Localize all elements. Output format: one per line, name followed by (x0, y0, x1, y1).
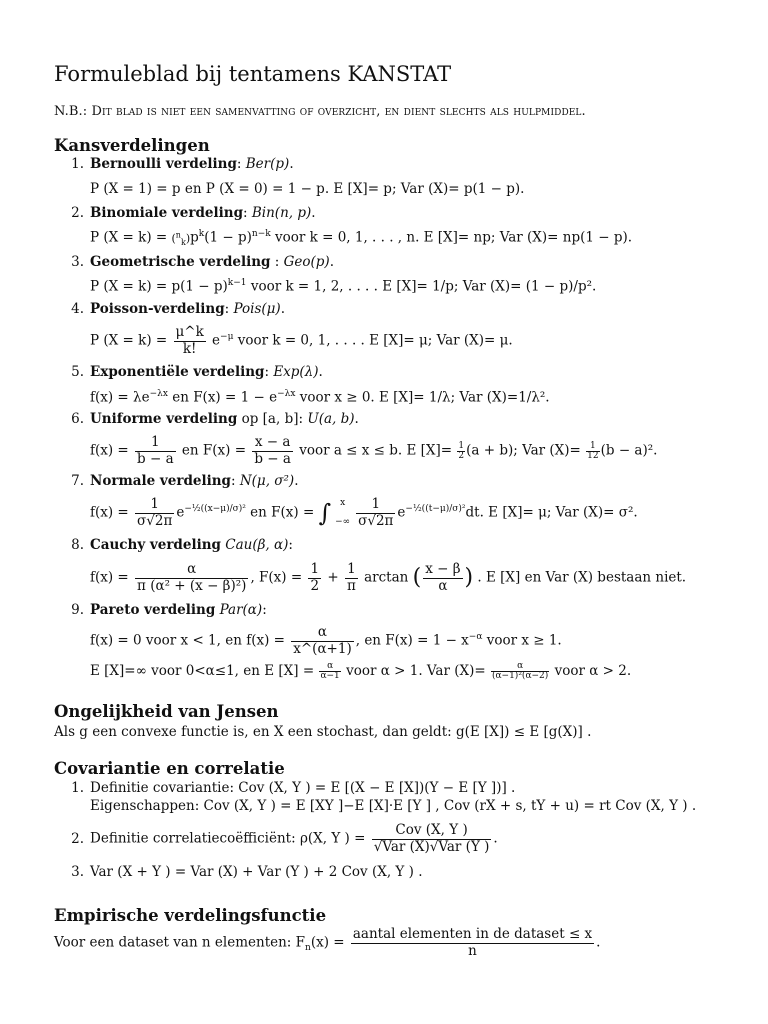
jensen-text: Als g een convexe functie is, en X een stochast, dan geldt: g(E [X]) ≤ E [g(X)] . (54, 724, 592, 740)
cov-item-2: 2. Definitie correlatiecoëfficiënt: ρ(X, Y ) = $\frac{\text{Cov (X, Y )}}{\text{√Var (X)√Var (Y )}}$ . (71, 822, 498, 855)
section-empirisch: Empirische verdelingsfunctie (54, 906, 327, 925)
item-bernoulli: 1. Bernoulli verdeling: Ber(p). (71, 156, 294, 172)
item-exponentieel: 5. Exponentiële verdeling: Exp(λ). (71, 364, 323, 380)
formula-uniform: f(x) = $\frac{1}{b - a}$ en F(x) = $\frac{x - a}{b - a}$ voor a ≤ x ≤ b. E [X]= $\frac{1}{2}$ (a + b); Var (X)= $\frac{1}{12}$ (b − a)². (90, 434, 658, 467)
formula-cauchy: f(x) = $\frac{\alpha}{\text{π (α² + (x − β)²)}}$ , F(x) = $\frac{1}{2}$ + $\frac{1}{\pi}$ arctan ( $\frac{x - \beta}{\alpha}$ ) . E [X] en Var (X) bestaan niet. (90, 561, 687, 594)
item-pareto: 9. Pareto verdeling Par(α): (71, 602, 267, 618)
item-binomiaal: 2. Binomiale verdeling: Bin(n, p). (71, 205, 316, 221)
nb-prefix: N.B.: (54, 104, 92, 119)
section-kansverdelingen: Kansverdelingen (54, 136, 210, 155)
cov-item-1: 1. Definitie covariantie: Cov (X, Y ) = E [(X − E [X])(Y − E [Y ])] . (71, 780, 516, 796)
cov-item-3: 3. Var (X + Y ) = Var (X) + Var (Y ) + 2 Cov (X, Y ) . (71, 864, 423, 880)
formula-geometrisch: P $(X = k) = p(1 - p)^{k-1}$ voor k = 1, 2, . . . . E [X]= 1/p; Var (X)= (1 − p)/p². (90, 278, 597, 295)
item-uniform: 6. Uniforme verdeling op [a, b]: U(a, b). (71, 411, 359, 427)
item-cauchy: 8. Cauchy verdeling Cau(β, α): (71, 537, 293, 553)
formula-pareto-2: E [X]=∞ voor 0<α≤1, en E [X] = $\frac{\alpha}{\alpha-1}$ voor α > 1. Var (X)= $\frac{\alpha}{\text{(α−1)²(α−2)}}$ voor α > 2. (90, 661, 632, 681)
formula-normaal: f(x) = $\frac{1}{\sigma√2\pi}$ $e^{-\frac{1}{2}((x-\mu)/\sigma)^2}$ en F(x) = ∫ x −∞ $\frac{1}{\sigma√2\pi}$ $e^{-\frac{1}{2}((t-\mu)/\sigma)^2}dt$. E [X]= μ; Var (X)= σ². (90, 496, 638, 529)
item-poisson: 4. Poisson-verdeling: Pois(μ). (71, 301, 285, 317)
section-jensen: Ongelijkheid van Jensen (54, 702, 279, 721)
formula-bernoulli: P (X = 1) = p en P (X = 0) = 1 − p. E [X]= p; Var (X)= p(1 − p). (90, 181, 525, 197)
emp-formula: Voor een dataset van n elementen: $F_n(x)$ = $\frac{\text{aantal elementen in de dataset ≤ x}}{n}$ . (54, 926, 601, 959)
page-title: Formuleblad bij tentamens KANSTAT (54, 62, 452, 86)
section-covariantie: Covariantie en correlatie (54, 759, 285, 778)
item-geometrisch: 3. Geometrische verdeling : Geo(p). (71, 254, 334, 270)
nb-text: Dit blad is niet een samenvatting of overzicht, en dient slechts als hulpmiddel. (91, 104, 586, 119)
nb-note (54, 104, 586, 119)
cov-eigenschappen: Eigenschappen: Cov (X, Y ) = E [XY ]−E [X]·E [Y ] , Cov (rX + s, tY + u) = rt Cov (X, Y ) . (90, 798, 697, 814)
item-normaal: 7. Normale verdeling: N(μ, σ²). (71, 473, 299, 489)
formula-pareto-1: f(x) = 0 voor x < 1, en f(x) = $\frac{\alpha}{x\^{}(\alpha+1)}$ , en $F(x) = 1 - x^{-\alpha}$ voor x ≥ 1. (90, 624, 562, 657)
formula-exponentieel: $f(x) = \lambda e^{-\lambda x}$ en $F(x) = 1 - e^{-\lambda x}$ voor x ≥ 0. E [X]= 1/λ; Var (X)=1/λ². (90, 389, 550, 406)
formula-binomiaal: P $(X = k) = (^n_k)p^k(1 - p)^{n-k}$ voor k = 0, 1, . . . , n. E [X]= np; Var (X)= np(1 − p). (90, 229, 633, 247)
formula-poisson: P (X = k) = $\frac{\mu\^{}k}{k!}$ $e^{-\mu}$ voor k = 0, 1, . . . . E [X]= μ; Var (X)= μ. (90, 324, 513, 357)
